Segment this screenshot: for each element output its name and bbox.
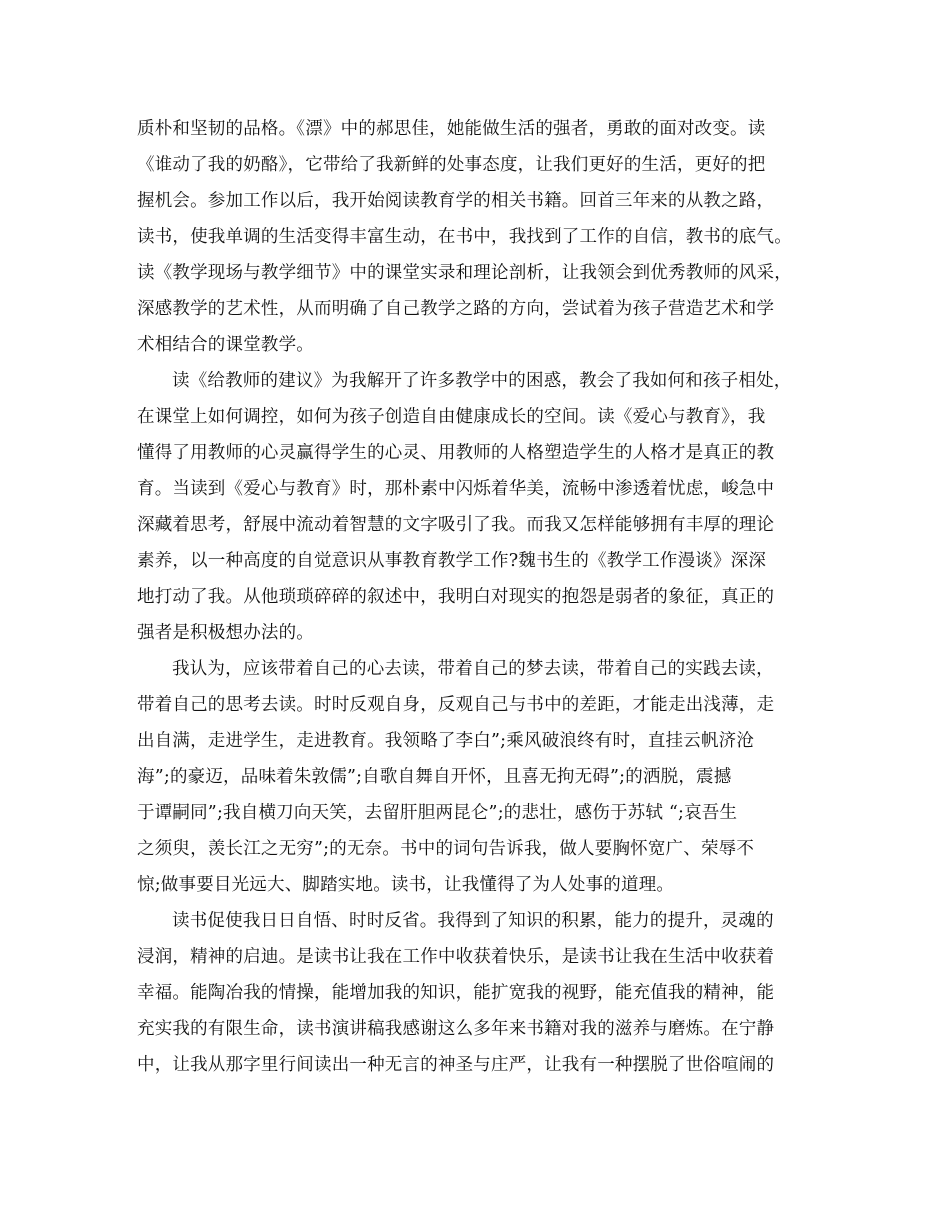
text-line: 幸福。能陶冶我的情操，能增加我的知识，能扩宽我的视野，能充值我的精神，能 — [137, 983, 775, 1003]
text-line: 读书，使我单调的生活变得丰富生动，在书中，我找到了工作的自信，教书的底气。 — [137, 227, 792, 247]
text-line: 懂得了用教师的心灵赢得学生的心灵、用教师的人格塑造学生的人格才是真正的教 — [137, 443, 775, 463]
text-line: 地打动了我。从他琐琐碎碎的叙述中，我明白对现实的抱怨是弱者的象征，真正的 — [137, 587, 775, 607]
text-line: 海”;的豪迈，品味着朱敦儒”;自歌自舞自开怀，且喜无拘无碍”;的洒脱，震撼 — [137, 767, 732, 787]
text-line: 于谭嗣同”;我自横刀向天笑，去留肝胆两昆仑”;的悲壮，感伤于苏轼 “;哀吾生 — [137, 803, 738, 823]
text-line: 惊;做事要目光远大、脚踏实地。读书，让我懂得了为人处事的道理。 — [137, 875, 675, 895]
text-line: 握机会。参加工作以后，我开始阅读教育学的相关书籍。回首三年来的从教之路， — [137, 191, 775, 211]
text-line: 深感教学的艺术性，从而明确了自己教学之路的方向，尝试着为孩子营造艺术和学 — [137, 299, 775, 319]
paragraph-start-line: 我认为，应该带着自己的心去读，带着自己的梦去读，带着自己的实践去读， — [172, 659, 774, 679]
text-line: 充实我的有限生命，读书演讲稿我感谢这么多年来书籍对我的滋养与磨炼。在宁静 — [137, 1019, 775, 1039]
text-line: 在课堂上如何调控，如何为孩子创造自由健康成长的空间。读《爱心与教育》，我 — [137, 407, 766, 427]
text-line: 素养，以一种高度的自觉意识从事教育教学工作?魏书生的《教学工作漫谈》深深 — [137, 551, 767, 571]
text-line: 读《教学现场与教学细节》中的课堂实录和理论剖析，让我领会到优秀教师的风采， — [137, 263, 792, 283]
text-line: 出自满，走进学生，走进教育。我领略了李白”;乘风破浪终有时，直挂云帆济沧 — [137, 731, 755, 751]
paragraph-start-line: 读《给教师的建议》为我解开了许多教学中的困惑，教会了我如何和孩子相处， — [172, 371, 792, 391]
text-line: 带着自己的思考去读。时时反观自身，反观自己与书中的差距，才能走出浅薄，走 — [137, 695, 775, 715]
paragraph-start-line: 读书促使我日日自悟、时时反省。我得到了知识的积累，能力的提升，灵魂的 — [172, 911, 774, 931]
text-line: 之须臾，羡长江之无穷”;的无奈。书中的词句告诉我，做人要胸怀宽广、荣辱不 — [137, 839, 755, 859]
text-line: 强者是积极想办法的。 — [137, 623, 314, 643]
text-line: 浸润，精神的启迪。是读书让我在工作中收获着快乐，是读书让我在生活中收获着 — [137, 947, 775, 967]
text-line: 育。当读到《爱心与教育》时，那朴素中闪烁着华美，流畅中渗透着忧虑，峻急中 — [137, 479, 775, 499]
text-line: 术相结合的课堂教学。 — [137, 335, 314, 355]
text-line: 《谁动了我的奶酪》，它带给了我新鲜的处事态度，让我们更好的生活，更好的把 — [137, 155, 766, 175]
text-line: 深藏着思考，舒展中流动着智慧的文字吸引了我。而我又怎样能够拥有丰厚的理论 — [137, 515, 775, 535]
text-line: 质朴和坚韧的品格。《漂》中的郝思佳，她能做生活的强者，勇敢的面对改变。读 — [137, 119, 766, 139]
text-line: 中，让我从那字里行间读出一种无言的神圣与庄严，让我有一种摆脱了世俗喧闹的 — [137, 1055, 775, 1075]
